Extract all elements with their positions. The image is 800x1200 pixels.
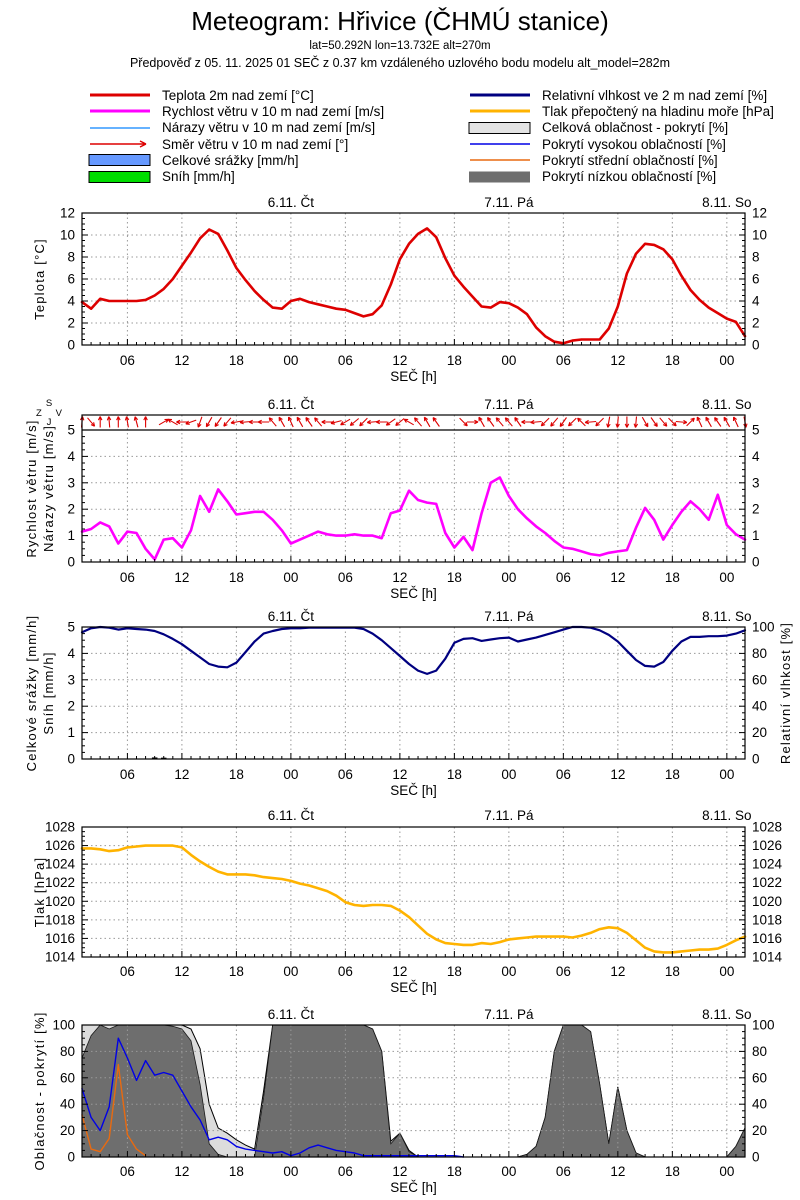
x-tick-label: 06 (119, 353, 135, 368)
wind-arrow (206, 417, 212, 427)
wind-compass (36, 399, 62, 428)
wind-arrow (88, 418, 95, 426)
y-axis-title: Rychlost větru [m/s] (24, 419, 39, 558)
subtitle-coordinates: lat=50.292N lon=13.732E alt=270m (309, 40, 491, 52)
y-tick-label: 10 (752, 227, 768, 243)
y-tick-label: 1024 (752, 856, 783, 872)
x-tick-label: 12 (174, 767, 190, 782)
legend-item (88, 136, 384, 152)
y-tick-label: 1026 (752, 838, 783, 854)
x-tick-label: 12 (392, 767, 408, 782)
wind-arrow (479, 417, 485, 427)
x-axis-title: SEČ [h] (390, 586, 437, 601)
x-tick-label: 18 (228, 964, 244, 979)
wind-arrow (279, 417, 285, 427)
legend-swatch-box-icon (468, 170, 532, 184)
chart-wind (0, 392, 800, 604)
x-tick-label: 06 (337, 353, 353, 368)
x-tick-label: 18 (446, 964, 462, 979)
x-tick-label: 00 (283, 570, 299, 585)
x-tick-label: 12 (392, 1164, 408, 1179)
wind-arrow (168, 419, 178, 425)
x-tick-label: 00 (283, 1164, 299, 1179)
y-tick-label: 12 (752, 205, 768, 221)
y-tick-label: 1022 (752, 875, 783, 891)
wind-arrow (734, 417, 739, 427)
compass-south-label: J (46, 417, 52, 428)
y-tick-label: 4 (752, 293, 760, 309)
x-tick-label: 06 (555, 353, 571, 368)
y-tick-label: 1018 (752, 912, 783, 928)
wind-arrow (585, 420, 596, 424)
day-label: 7.11. Pá (484, 808, 534, 823)
wind-arrow (258, 420, 269, 423)
x-tick-label: 12 (174, 964, 190, 979)
wind-arrow (386, 419, 395, 425)
y-tick-label: 1028 (44, 819, 75, 835)
chart-pressure (0, 805, 800, 999)
y-tick-label: 10 (59, 227, 75, 243)
legend-swatch-line-icon (468, 104, 532, 118)
wind-arrow (134, 417, 138, 428)
legend-item (468, 136, 774, 152)
y-tick-label: 1022 (44, 875, 75, 891)
wind-arrow (467, 420, 478, 423)
y-tick-label: 2 (752, 315, 760, 331)
x-tick-label: 12 (392, 964, 408, 979)
legend-item (88, 103, 384, 119)
x-tick-label: 12 (174, 353, 190, 368)
x-tick-label: 18 (664, 353, 680, 368)
y-tick-label: 20 (752, 1123, 768, 1139)
day-label: 8.11. So (702, 397, 752, 412)
x-tick-label: 18 (228, 1164, 244, 1179)
x-tick-label: 00 (501, 1164, 517, 1179)
compass-east-label: V (55, 407, 62, 419)
wind-arrow (269, 418, 276, 426)
x-axis-title: SEČ [h] (390, 369, 437, 384)
y-tick-label: 1028 (752, 819, 783, 835)
y2-axis-title: Relativní vlhkost [%] (778, 621, 793, 765)
y-tick-label: 4 (67, 645, 75, 661)
x-axis-title: SEČ [h] (390, 783, 437, 798)
legend-item (468, 87, 774, 103)
compass-north-label: S (45, 398, 53, 409)
subtitle-forecast-info: Předpověď z 05. 11. 2025 01 SEČ z 0.37 km vzdáleného uzlového bodu modelu alt_model=282m (129, 56, 671, 70)
x-tick-label: 12 (392, 353, 408, 368)
y-tick-label: 0 (752, 1149, 760, 1165)
wind-arrow (215, 418, 221, 427)
x-axis-title: SEČ [h] (390, 1180, 437, 1195)
legend-item (88, 120, 384, 136)
y-tick-label: 5 (67, 422, 75, 438)
wind-arrow (687, 418, 695, 426)
day-label: 8.11. So (702, 195, 752, 210)
wind-arrow (224, 418, 231, 426)
page-title: Meteogram: Hřivice (ČHMÚ stanice) (191, 6, 609, 36)
legend-item (468, 120, 774, 136)
y-tick-label: 100 (52, 1017, 75, 1033)
wind-arrow (488, 418, 494, 427)
x-tick-label: 12 (174, 1164, 190, 1179)
x-tick-label: 18 (446, 767, 462, 782)
wind-arrow (331, 421, 342, 425)
y-axis-title: Teplota [°C] (32, 238, 47, 320)
legend-label: Relativní vlhkost ve 2 m nad zemí [%] (542, 87, 768, 103)
x-tick-label: 00 (719, 1164, 735, 1179)
x-tick-label: 18 (446, 570, 462, 585)
wind-arrow (117, 417, 121, 428)
wind-arrow (697, 417, 702, 427)
x-tick-label: 00 (719, 964, 735, 979)
x-tick-label: 00 (719, 353, 735, 368)
legend-swatch-line-icon (468, 137, 532, 151)
x-tick-label: 00 (283, 767, 299, 782)
day-label: 6.11. Čt (267, 397, 315, 412)
y-tick-label: 2 (752, 501, 760, 517)
day-label: 7.11. Pá (484, 1007, 534, 1022)
y-tick-label: 1020 (44, 893, 75, 909)
wind-arrow (350, 419, 358, 426)
x-tick-label: 00 (283, 964, 299, 979)
y-tick-label: 40 (752, 698, 768, 714)
x-tick-label: 06 (119, 1164, 135, 1179)
x-tick-label: 06 (119, 767, 135, 782)
y-tick-label: 2 (67, 501, 75, 517)
y-tick-label: 6 (67, 271, 75, 287)
x-tick-label: 12 (610, 767, 626, 782)
legend-item (88, 152, 384, 168)
wind-arrow (651, 418, 657, 427)
y-tick-label: 60 (752, 1070, 768, 1086)
y-tick-label: 8 (67, 249, 75, 265)
wind-arrow (360, 418, 368, 426)
wind-arrow (578, 418, 586, 426)
chart-clouds (0, 1003, 800, 1200)
day-label: 6.11. Čt (267, 808, 315, 823)
legend-swatch-line-icon (88, 104, 152, 118)
y-tick-label: 80 (752, 645, 768, 661)
y-tick-label: 100 (752, 619, 775, 635)
wind-arrow (98, 417, 102, 428)
x-tick-label: 06 (337, 964, 353, 979)
series-rychlost-vetru (82, 478, 745, 560)
wind-arrow (159, 419, 169, 425)
x-tick-label: 18 (664, 964, 680, 979)
x-tick-label: 18 (228, 353, 244, 368)
x-tick-label: 00 (501, 353, 517, 368)
day-label: 8.11. So (702, 609, 752, 624)
day-label: 6.11. Čt (267, 195, 315, 210)
legend-label: Tlak přepočtený na hladinu moře [hPa] (542, 103, 774, 119)
day-label: 8.11. So (702, 1007, 752, 1022)
wind-arrow (125, 417, 128, 428)
y-tick-label: 1026 (44, 838, 75, 854)
y-tick-label: 3 (67, 475, 75, 491)
wind-arrow (376, 420, 387, 423)
y-tick-label: 20 (59, 1123, 75, 1139)
x-tick-label: 06 (119, 570, 135, 585)
legend-swatch-box-icon (88, 153, 152, 167)
y-axis-title: Oblačnost - pokrytí [%] (32, 1011, 47, 1171)
plot-frame (82, 627, 745, 759)
wind-arrow (297, 417, 303, 427)
y-tick-label: 1018 (44, 912, 75, 928)
wind-arrow (460, 418, 468, 426)
y-tick-label: 0 (752, 751, 760, 767)
x-tick-label: 06 (555, 964, 571, 979)
y-tick-label: 20 (752, 725, 768, 741)
wind-arrow (433, 418, 439, 427)
x-tick-label: 06 (555, 1164, 571, 1179)
legend-label: Celková oblačnost - pokrytí [%] (542, 120, 729, 136)
legend-item (468, 168, 774, 184)
y-tick-label: 0 (752, 554, 760, 570)
y-tick-label: 0 (67, 554, 75, 570)
wind-arrow (306, 418, 312, 427)
x-tick-label: 12 (610, 964, 626, 979)
legend-label: Pokrytí střední oblačností [%] (542, 152, 718, 168)
legend-label: Pokrytí vysokou oblačností [%] (542, 136, 726, 152)
wind-arrow (198, 417, 202, 427)
legend-label: Rychlost větru v 10 m nad zemí [m/s] (162, 103, 385, 119)
wind-arrow (607, 417, 611, 428)
x-tick-label: 18 (664, 767, 680, 782)
x-tick-label: 12 (392, 570, 408, 585)
y-tick-label: 1 (752, 528, 760, 544)
y-tick-label: 5 (67, 619, 75, 635)
wind-arrow (415, 418, 422, 426)
legend-left-column (88, 87, 384, 185)
x-tick-label: 06 (337, 1164, 353, 1179)
wind-arrow (660, 418, 667, 426)
y-tick-label: 8 (752, 249, 760, 265)
x-tick-label: 18 (446, 1164, 462, 1179)
legend-swatch-box-icon (468, 121, 532, 135)
y-tick-label: 3 (67, 672, 75, 688)
x-tick-label: 06 (337, 767, 353, 782)
x-tick-label: 00 (719, 570, 735, 585)
y-tick-label: 4 (67, 293, 75, 309)
wind-arrow (642, 417, 648, 427)
y-tick-label: 2 (67, 315, 75, 331)
y-tick-label: 1014 (752, 949, 783, 965)
wind-arrow (634, 417, 638, 428)
x-tick-label: 18 (664, 1164, 680, 1179)
y-tick-label: 1 (67, 528, 75, 544)
x-tick-label: 18 (446, 353, 462, 368)
y-tick-label: 60 (752, 672, 768, 688)
y-tick-label: 0 (752, 337, 760, 353)
legend-label: Celkové srážky [mm/h] (162, 152, 299, 168)
legend-swatch-arrow-icon (88, 137, 152, 151)
legend-label: Sníh [mm/h] (162, 169, 235, 185)
y-tick-label: 40 (752, 1096, 768, 1112)
x-tick-label: 18 (228, 570, 244, 585)
day-label: 7.11. Pá (484, 397, 534, 412)
legend-label: Pokrytí nízkou oblačností [%] (542, 169, 717, 185)
y-tick-label: 80 (752, 1043, 768, 1059)
y-tick-label: 100 (752, 1017, 775, 1033)
y-tick-label: 6 (752, 271, 760, 287)
legend-swatch-line-icon (468, 153, 532, 167)
wind-direction-arrows (80, 417, 747, 428)
y-tick-label: 0 (67, 337, 75, 353)
legend-swatch-line-icon (88, 88, 152, 102)
legend-swatch-box-icon (88, 170, 152, 184)
wind-arrow (625, 417, 629, 428)
wind-arrow (107, 417, 111, 428)
day-label: 8.11. So (702, 808, 752, 823)
x-tick-label: 12 (174, 570, 190, 585)
y-tick-label: 12 (59, 205, 75, 221)
wind-arrow (144, 417, 148, 428)
x-tick-label: 06 (555, 767, 571, 782)
x-tick-label: 00 (719, 767, 735, 782)
y-tick-label: 2 (67, 698, 75, 714)
y-tick-label: 3 (752, 475, 760, 491)
legend-swatch-line-icon (88, 121, 152, 135)
legend-label: Teplota 2m nad zemí [°C] (162, 87, 314, 103)
x-tick-label: 00 (501, 570, 517, 585)
wind-arrow (541, 418, 549, 426)
wind-arrow (596, 418, 604, 426)
x-tick-label: 00 (283, 353, 299, 368)
legend-label: Nárazy větru v 10 m nad zemí [m/s] (162, 120, 376, 136)
x-tick-label: 00 (501, 767, 517, 782)
legend-item (468, 152, 774, 168)
y-tick-label: 0 (67, 1149, 75, 1165)
compass-west-label: Z (36, 407, 42, 419)
wind-arrow (515, 418, 521, 427)
legend-item (88, 87, 384, 103)
legend-item (468, 103, 774, 119)
wind-arrow (616, 417, 619, 428)
wind-arrow (676, 420, 687, 424)
x-tick-label: 12 (610, 570, 626, 585)
y-tick-label: 0 (67, 751, 75, 767)
wind-arrow (186, 420, 196, 424)
wind-arrow (715, 418, 721, 427)
legend-right-column (468, 87, 774, 185)
wind-arrow (315, 418, 322, 426)
x-tick-label: 12 (610, 1164, 626, 1179)
wind-arrow (531, 420, 542, 424)
legend-label: Směr větru v 10 m nad zemí [°] (162, 136, 349, 152)
chart-temperature (0, 190, 800, 386)
legend-swatch-line-icon (468, 88, 532, 102)
day-label: 6.11. Čt (267, 1007, 315, 1022)
chart-precip-humidity (0, 605, 800, 801)
day-label: 6.11. Čt (267, 609, 315, 624)
y-axis-title: Celkové srážky [mm/h] (24, 614, 39, 772)
x-tick-label: 06 (555, 570, 571, 585)
wind-arrow (496, 418, 503, 426)
wind-arrow (560, 418, 566, 427)
y-tick-label: 40 (59, 1096, 75, 1112)
wind-arrow (706, 417, 712, 427)
y-tick-label: 1016 (44, 930, 75, 946)
x-tick-label: 18 (664, 570, 680, 585)
y-tick-label: 5 (752, 422, 760, 438)
y-tick-label: 1 (67, 725, 75, 741)
y-tick-label: 60 (59, 1070, 75, 1086)
x-tick-label: 18 (228, 767, 244, 782)
wind-arrow (569, 418, 577, 426)
y-axis-title: Sníh [mm/h] (41, 651, 56, 735)
y-tick-label: 80 (59, 1043, 75, 1059)
wind-arrow (404, 419, 414, 425)
x-tick-label: 00 (501, 964, 517, 979)
y-axis-title: Tlak [hPa] (32, 856, 47, 928)
y-tick-label: 1014 (44, 949, 75, 965)
wind-arrow (551, 418, 558, 426)
y-axis-title: Nárazy větru [m/s] (41, 424, 56, 553)
legend-item (88, 168, 384, 184)
wind-arrow (424, 417, 430, 427)
y-tick-label: 1020 (752, 893, 783, 909)
day-label: 7.11. Pá (484, 195, 534, 210)
day-label: 7.11. Pá (484, 609, 534, 624)
y-tick-label: 1024 (44, 856, 75, 872)
x-tick-label: 06 (119, 964, 135, 979)
y-tick-label: 4 (67, 448, 75, 464)
x-axis-title: SEČ [h] (390, 980, 437, 995)
y-tick-label: 4 (752, 448, 760, 464)
y-tick-label: 1016 (752, 930, 783, 946)
x-tick-label: 06 (337, 570, 353, 585)
x-tick-label: 12 (610, 353, 626, 368)
